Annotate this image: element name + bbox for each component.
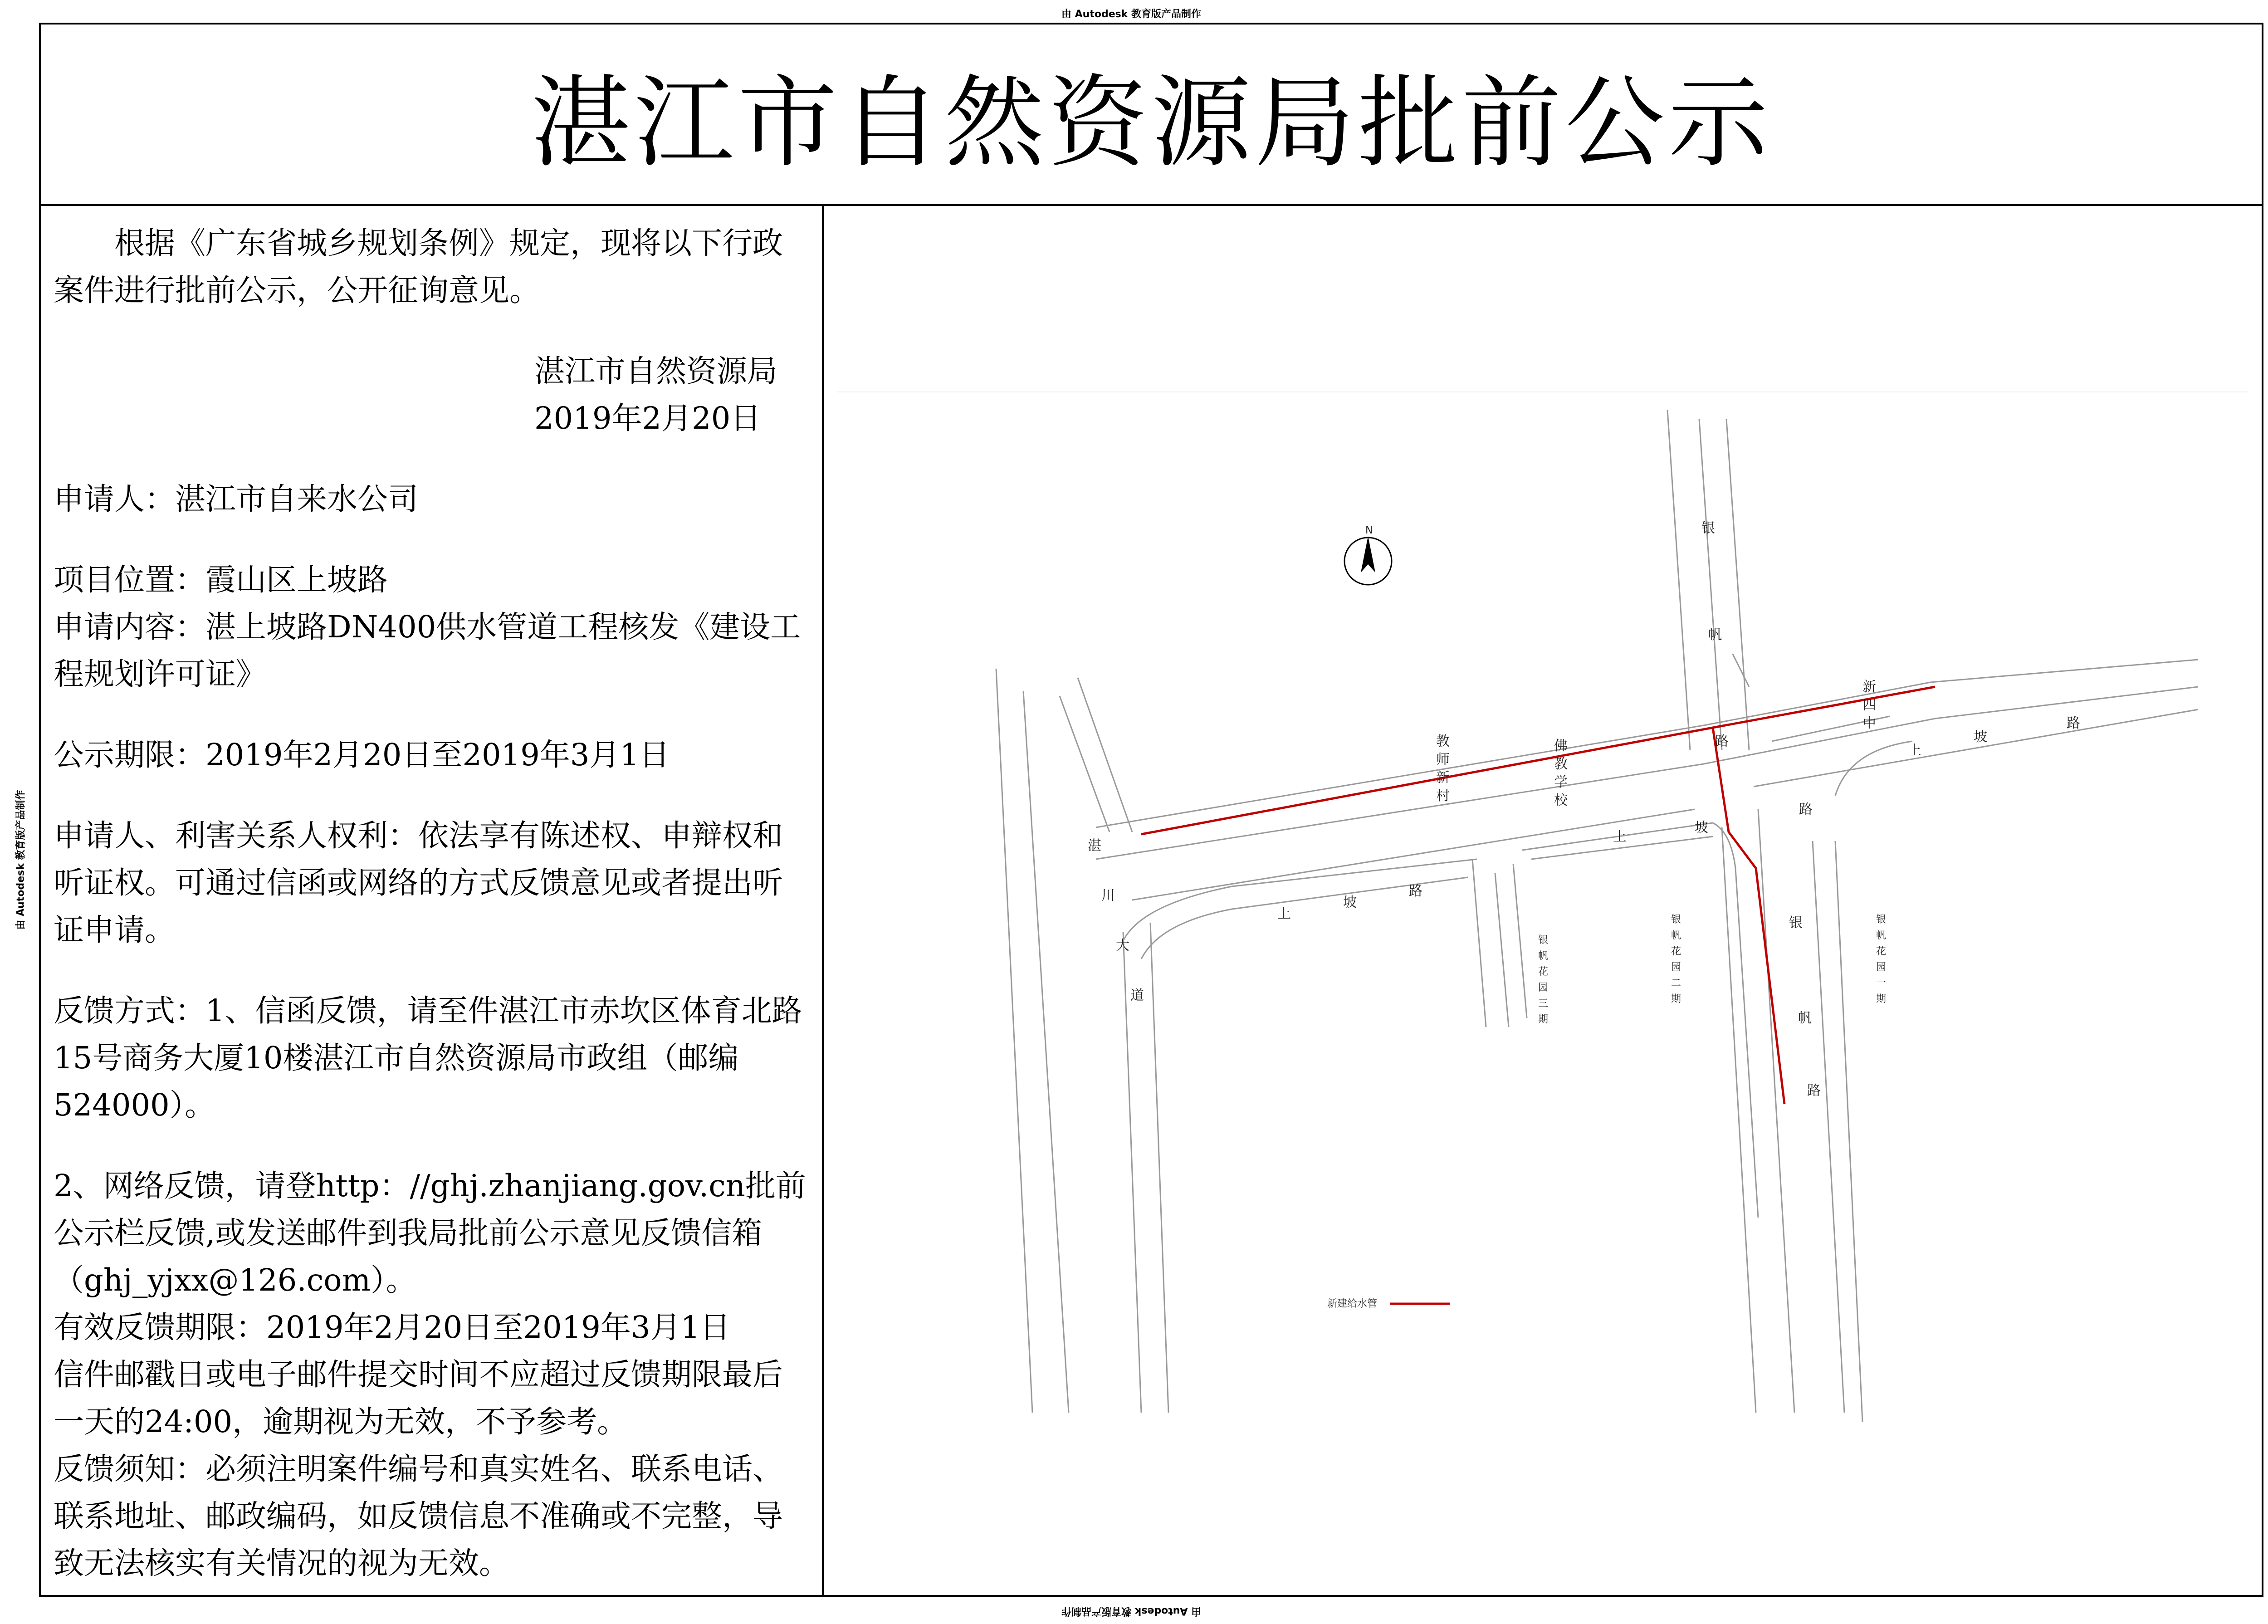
feedback-requirements: 反馈须知：必须注明案件编号和真实姓名、联系电话、联系地址、邮政编码，如反馈信息不准确或不完整，导致无法核实有关情况的视为无效。 — [54, 1451, 783, 1581]
yinfan-garden-label-char: 银 — [1538, 934, 1549, 946]
new-water-pipe-line — [1713, 728, 1784, 1104]
zhanchuan-road-line — [1078, 678, 1132, 832]
yinfan-garden-label-char: 花 — [1876, 946, 1887, 957]
xinsizhong-label-char: 四 — [1862, 697, 1876, 713]
yinfan-road-label-char: 帆 — [1708, 627, 1722, 643]
zhanchuan-road-line — [1150, 923, 1168, 1413]
zhanchuan-road-label-char: 大 — [1116, 938, 1129, 954]
shangpo-road-label-char: 路 — [1409, 883, 1422, 899]
xinsizhong-label-char: 新 — [1862, 679, 1876, 695]
north-label: N — [1365, 525, 1373, 536]
yinfan-garden-label-char: 期 — [1876, 993, 1887, 1005]
yinfan-road-line — [1758, 809, 1794, 1413]
yinfan-garden-label-char: 三 — [1538, 998, 1549, 1009]
fojiao-xuexiao-label-char: 教 — [1554, 756, 1568, 772]
watermark-left: 由 Autodesk 教育版产品制作 — [15, 790, 27, 930]
yinfan-garden-2-label — [1671, 914, 1681, 1005]
feedback-deadline: 信件邮戳日或电子邮件提交时间不应超过反馈期限最后一天的24:00，逾期视为无效，不予参考。 — [54, 1357, 783, 1439]
shangpo-road-line — [1096, 660, 2198, 827]
yinfan-garden-label-char: 一 — [1876, 978, 1887, 989]
yinfan-road-line — [1667, 410, 1690, 750]
yinfan-garden-label-char: 期 — [1538, 1014, 1549, 1025]
project-location: 项目位置：霞山区上坡路 — [54, 562, 388, 597]
shangpo-road-west-label — [1277, 883, 1422, 922]
jiaoshi-xincun-label-char: 新 — [1436, 770, 1450, 786]
page-title: 湛江市自然资源局批前公示 — [530, 65, 1772, 181]
feedback-letter: 反馈方式：1、信函反馈，请至件湛江市赤坎区体育北路15号商务大厦10楼湛江市自然资源局市政组（邮编524000）。 — [54, 993, 802, 1123]
xinsizhong-label-char: 中 — [1862, 715, 1876, 731]
corner-curve — [1733, 655, 1749, 687]
yinfan-garden-label-char: 二 — [1671, 978, 1681, 989]
jiaoshi-xincun-label-char: 师 — [1436, 752, 1450, 768]
new-water-pipe-line — [1141, 687, 1935, 834]
valid-feedback-period: 有效反馈期限：2019年2月20日至2019年3月1日 — [54, 1310, 731, 1345]
site-plan-map — [824, 206, 2262, 1595]
applicant: 申请人：湛江市自来水公司 — [54, 481, 418, 517]
shangpo-road-east-label — [1908, 715, 2080, 758]
shangpo-road-label-char: 坡 — [1695, 820, 1708, 836]
map-legend — [1327, 1298, 1450, 1310]
zhanchuan-road-label — [1088, 838, 1144, 1003]
yinfan-road-label-char: 帆 — [1798, 1010, 1812, 1026]
zhanchuan-road-line — [1123, 932, 1141, 1413]
yinfan-road-label-char: 银 — [1789, 915, 1803, 931]
yinfan-road-line — [1726, 419, 1749, 750]
shangpo-road-label-char: 上 — [1277, 906, 1291, 922]
yinfan-garden-1-label — [1876, 914, 1886, 1005]
block-boundary — [1713, 823, 1758, 1218]
yinfan-garden-label-char: 园 — [1671, 962, 1681, 973]
yinfan-garden-label-char: 园 — [1876, 962, 1887, 973]
fojiao-xuexiao-label-char: 佛 — [1554, 738, 1568, 754]
feedback-web: 2、网络反馈，请登http：//ghj.zhanjiang.gov.cn批前公示栏反馈,或发送邮件到我局批前公示意见反馈信箱（ghj_yjxx@126.com）。 — [54, 1168, 806, 1298]
site-plan-panel — [824, 206, 2262, 1595]
shangpo-road-line — [1754, 709, 2198, 787]
yinfan-garden-label-char: 期 — [1671, 993, 1681, 1005]
shangpo-road-label-char: 路 — [1799, 802, 1813, 817]
yinfan-garden-label-char: 银 — [1671, 914, 1681, 925]
yinfan-garden-label-char: 花 — [1538, 966, 1549, 978]
watermark-bottom: 由 Autodesk 教育版产品制作 — [1061, 1605, 1202, 1617]
yinfan-garden-label-char: 帆 — [1876, 930, 1887, 941]
yinfan-garden-label-char: 帆 — [1671, 930, 1681, 941]
shangpo-road-label-char: 坡 — [1343, 895, 1357, 910]
yinfan-road-label-char: 路 — [1715, 734, 1729, 749]
shangpo-road-label-char: 上 — [1613, 829, 1627, 845]
notice-text-panel — [41, 206, 824, 1595]
title-row — [41, 24, 2262, 206]
shangpo-road-label-char: 坡 — [1974, 729, 1987, 745]
applicant-rights: 申请人、利害关系人权利：依法享有陈述权、申辩权和听证权。可通过信函或网络的方式反馈意见或者提出听证申请。 — [54, 818, 783, 948]
zhanchuan-road-line — [1023, 691, 1069, 1413]
fojiao-xuexiao-label-char: 学 — [1554, 774, 1568, 790]
corner-curve — [1835, 741, 1912, 796]
shangpo-road-label-char: 上 — [1908, 743, 1921, 758]
jiaoshi-xincun-label-char: 教 — [1436, 734, 1450, 749]
issue-date: 2019年2月20日 — [534, 401, 761, 436]
notice-frame — [39, 23, 2263, 1597]
block-boundary — [1495, 873, 1509, 1027]
legend-label: 新建给水管 — [1327, 1298, 1378, 1310]
north-arrow-icon — [1344, 525, 1392, 585]
issuer-name: 湛江市自然资源局 — [534, 353, 777, 389]
yinfan-road-label-char: 路 — [1807, 1083, 1821, 1099]
yinfan-garden-label-char: 花 — [1671, 946, 1681, 957]
shangpo-road-label-char: 路 — [2067, 715, 2080, 731]
yinfan-road-label-char: 银 — [1701, 520, 1715, 536]
application-content: 申请内容：湛上坡路DN400供水管道工程核发《建设工程规划许可证》 — [54, 609, 801, 692]
notice-period: 公示期限：2019年2月20日至2019年3月1日 — [54, 737, 670, 773]
xinsizhong-label — [1862, 679, 1876, 731]
yinfan-garden-label-char: 园 — [1538, 982, 1549, 993]
yinfan-road-label — [1701, 520, 1729, 749]
zhanchuan-road-label-char: 道 — [1130, 988, 1144, 1003]
zhanchuan-road-label-char: 川 — [1101, 888, 1115, 904]
jiaoshi-xincun-label-char: 村 — [1436, 788, 1450, 804]
intro-text: 根据《广东省城乡规划条例》规定，现将以下行政案件进行批前公示，公开征询意见。 — [54, 225, 783, 308]
block-boundary — [1472, 859, 1486, 1027]
shangpo-road-line — [1096, 687, 2198, 859]
yinfan-road-line — [1699, 419, 1722, 750]
yinfan-garden-label-char: 帆 — [1538, 950, 1549, 962]
block-boundary — [1513, 864, 1527, 1018]
yinfan-garden-label-char: 银 — [1876, 914, 1887, 925]
watermark-top: 由 Autodesk 教育版产品制作 — [1061, 9, 1202, 20]
fojiao-xuexiao-label — [1554, 738, 1568, 808]
yinfan-road-south-label — [1789, 915, 1821, 1099]
yinfan-garden-3-label — [1538, 934, 1548, 1025]
zhanchuan-road-label-char: 湛 — [1088, 838, 1101, 854]
fojiao-xuexiao-label-char: 校 — [1554, 792, 1568, 808]
zhanchuan-road-line — [1060, 696, 1110, 832]
zhanchuan-road-line — [996, 669, 1032, 1413]
